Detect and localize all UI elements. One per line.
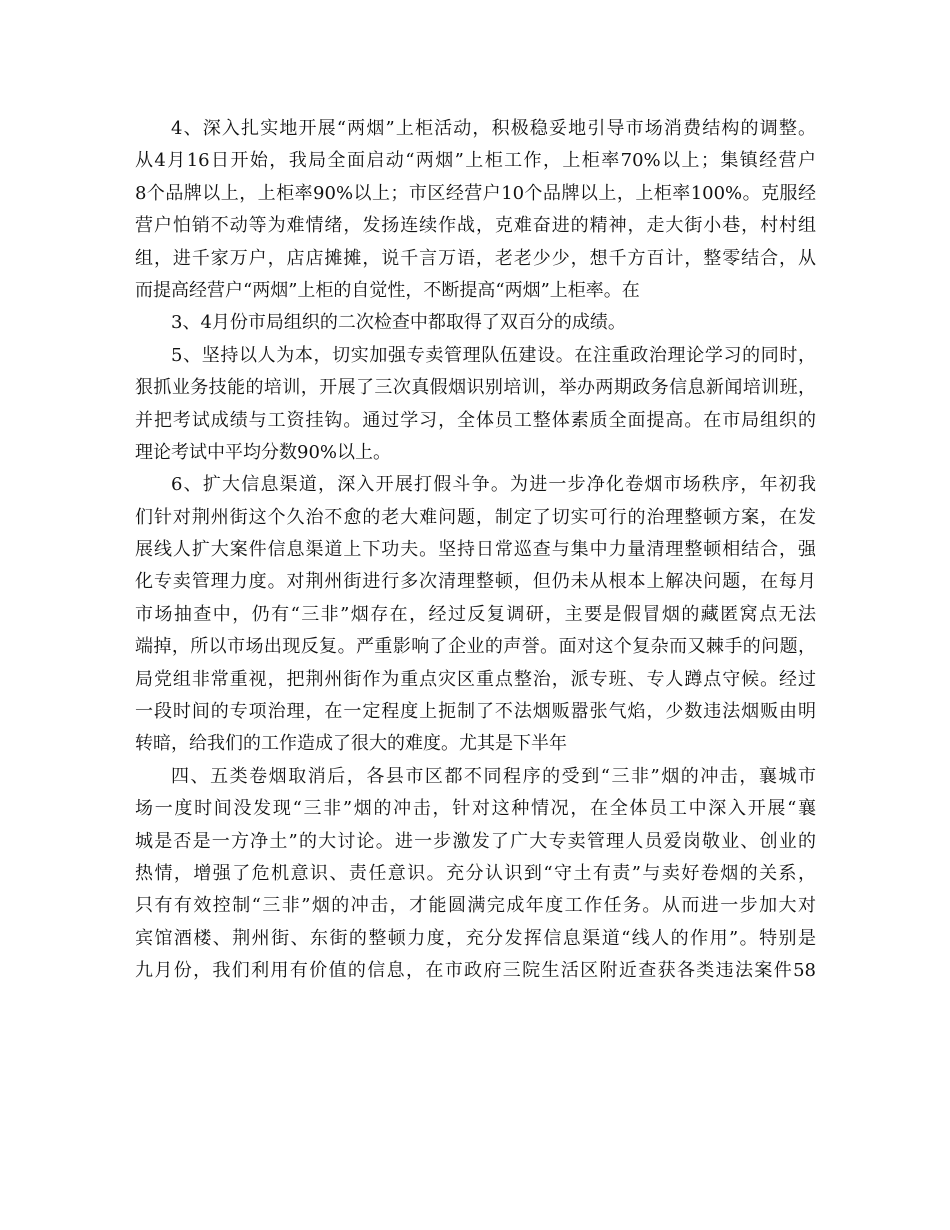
text-line: 热情，增强了危机意识、责任意识。充分认识到“守土有责”与卖好卷烟的关系， <box>135 862 816 884</box>
text-line: 8个品牌以上，上柜率90%以上；市区经营户10个品牌以上，上柜率100%。克服经 <box>135 182 816 204</box>
document-body <box>135 113 816 988</box>
text-line: 九月份，我们利用有价值的信息，在市政府三院生活区附近查获各类违法案件58 <box>135 960 816 982</box>
text-line: 4、深入扎实地开展“两烟”上柜活动，积极稳妥地引导市场消费结构的调整。 <box>171 118 816 139</box>
text-line: 端掉，所以市场出现反复。严重影响了企业的声誉。面对这个复杂而又棘手的问题， <box>135 636 816 658</box>
text-line: 局党组非常重视，把荆州街作为重点灾区重点整治，派专班、专人蹲点守候。经过 <box>135 668 816 690</box>
text-line: 场一度时间没发现“三非”烟的冲击，针对这种情况，在全体员工中深入开展“襄 <box>135 798 816 820</box>
text-line: 四、五类卷烟取消后，各县市区都不同程序的受到“三非”烟的冲击，襄城市 <box>171 765 816 787</box>
text-line: 从4月16日开始，我局全面启动“两烟”上柜工作，上柜率70%以上；集镇经营户 <box>135 150 816 172</box>
text-line: 一段时间的专项治理，在一定程度上扼制了不法烟贩嚣张气焰，少数违法烟贩由明 <box>135 701 816 723</box>
text-line: 展线人扩大案件信息渠道上下功夫。坚持日常巡查与集中力量清理整顿相结合，强 <box>135 539 816 561</box>
text-line: 营户怕销不动等为难情绪，发扬连续作战，克难奋进的精神，走大街小巷，村村组 <box>135 215 816 237</box>
text-line: 城是否是一方净土”的大讨论。进一步激发了广大专卖管理人员爱岗敬业、创业的 <box>135 830 816 852</box>
text-line: 宾馆酒楼、荆州街、东街的整顿力度，充分发挥信息渠道“线人的作用”。特别是 <box>135 927 816 949</box>
text-line: 狠抓业务技能的培训，开展了三次真假烟识别培训，举办两期政务信息新闻培训班， <box>135 377 816 399</box>
text-line: 6、扩大信息渠道，深入开展打假斗争。为进一步净化卷烟市场秩序，年初我 <box>171 474 816 496</box>
text-line: 只有有效控制“三非”烟的冲击，才能圆满完成年度工作任务。从而进一步加大对 <box>135 895 816 917</box>
text-line: 而提高经营户“两烟”上柜的自觉性，不断提高“两烟”上柜率。在 <box>135 279 640 301</box>
text-line: 市场抽查中，仍有“三非”烟存在，经过反复调研，主要是假冒烟的藏匿窝点无法 <box>135 603 816 625</box>
text-line: 5、坚持以人为本，切实加强专卖管理队伍建设。在注重政治理论学习的同时， <box>171 344 816 366</box>
text-line: 并把考试成绩与工资挂钩。通过学习，全体员工整体素质全面提高。在市局组织的 <box>135 409 816 431</box>
text-line: 理论考试中平均分数90%以上。 <box>135 441 392 463</box>
text-line: 组，进千家万户，店店摊摊，说千言万语，老老少少，想千方百计，整零结合，从 <box>135 247 816 269</box>
text-line: 化专卖管理力度。对荆州街进行多次清理整顿，但仍未从根本上解决问题，在每月 <box>135 571 816 593</box>
text-line: 3、4月份市局组织的二次检查中都取得了双百分的成绩。 <box>171 312 626 334</box>
text-line: 转暗，给我们的工作造成了很大的难度。尤其是下半年 <box>135 733 567 755</box>
text-line: 们针对荆州街这个久治不愈的老大难问题，制定了切实可行的治理整顿方案，在发 <box>135 506 816 528</box>
